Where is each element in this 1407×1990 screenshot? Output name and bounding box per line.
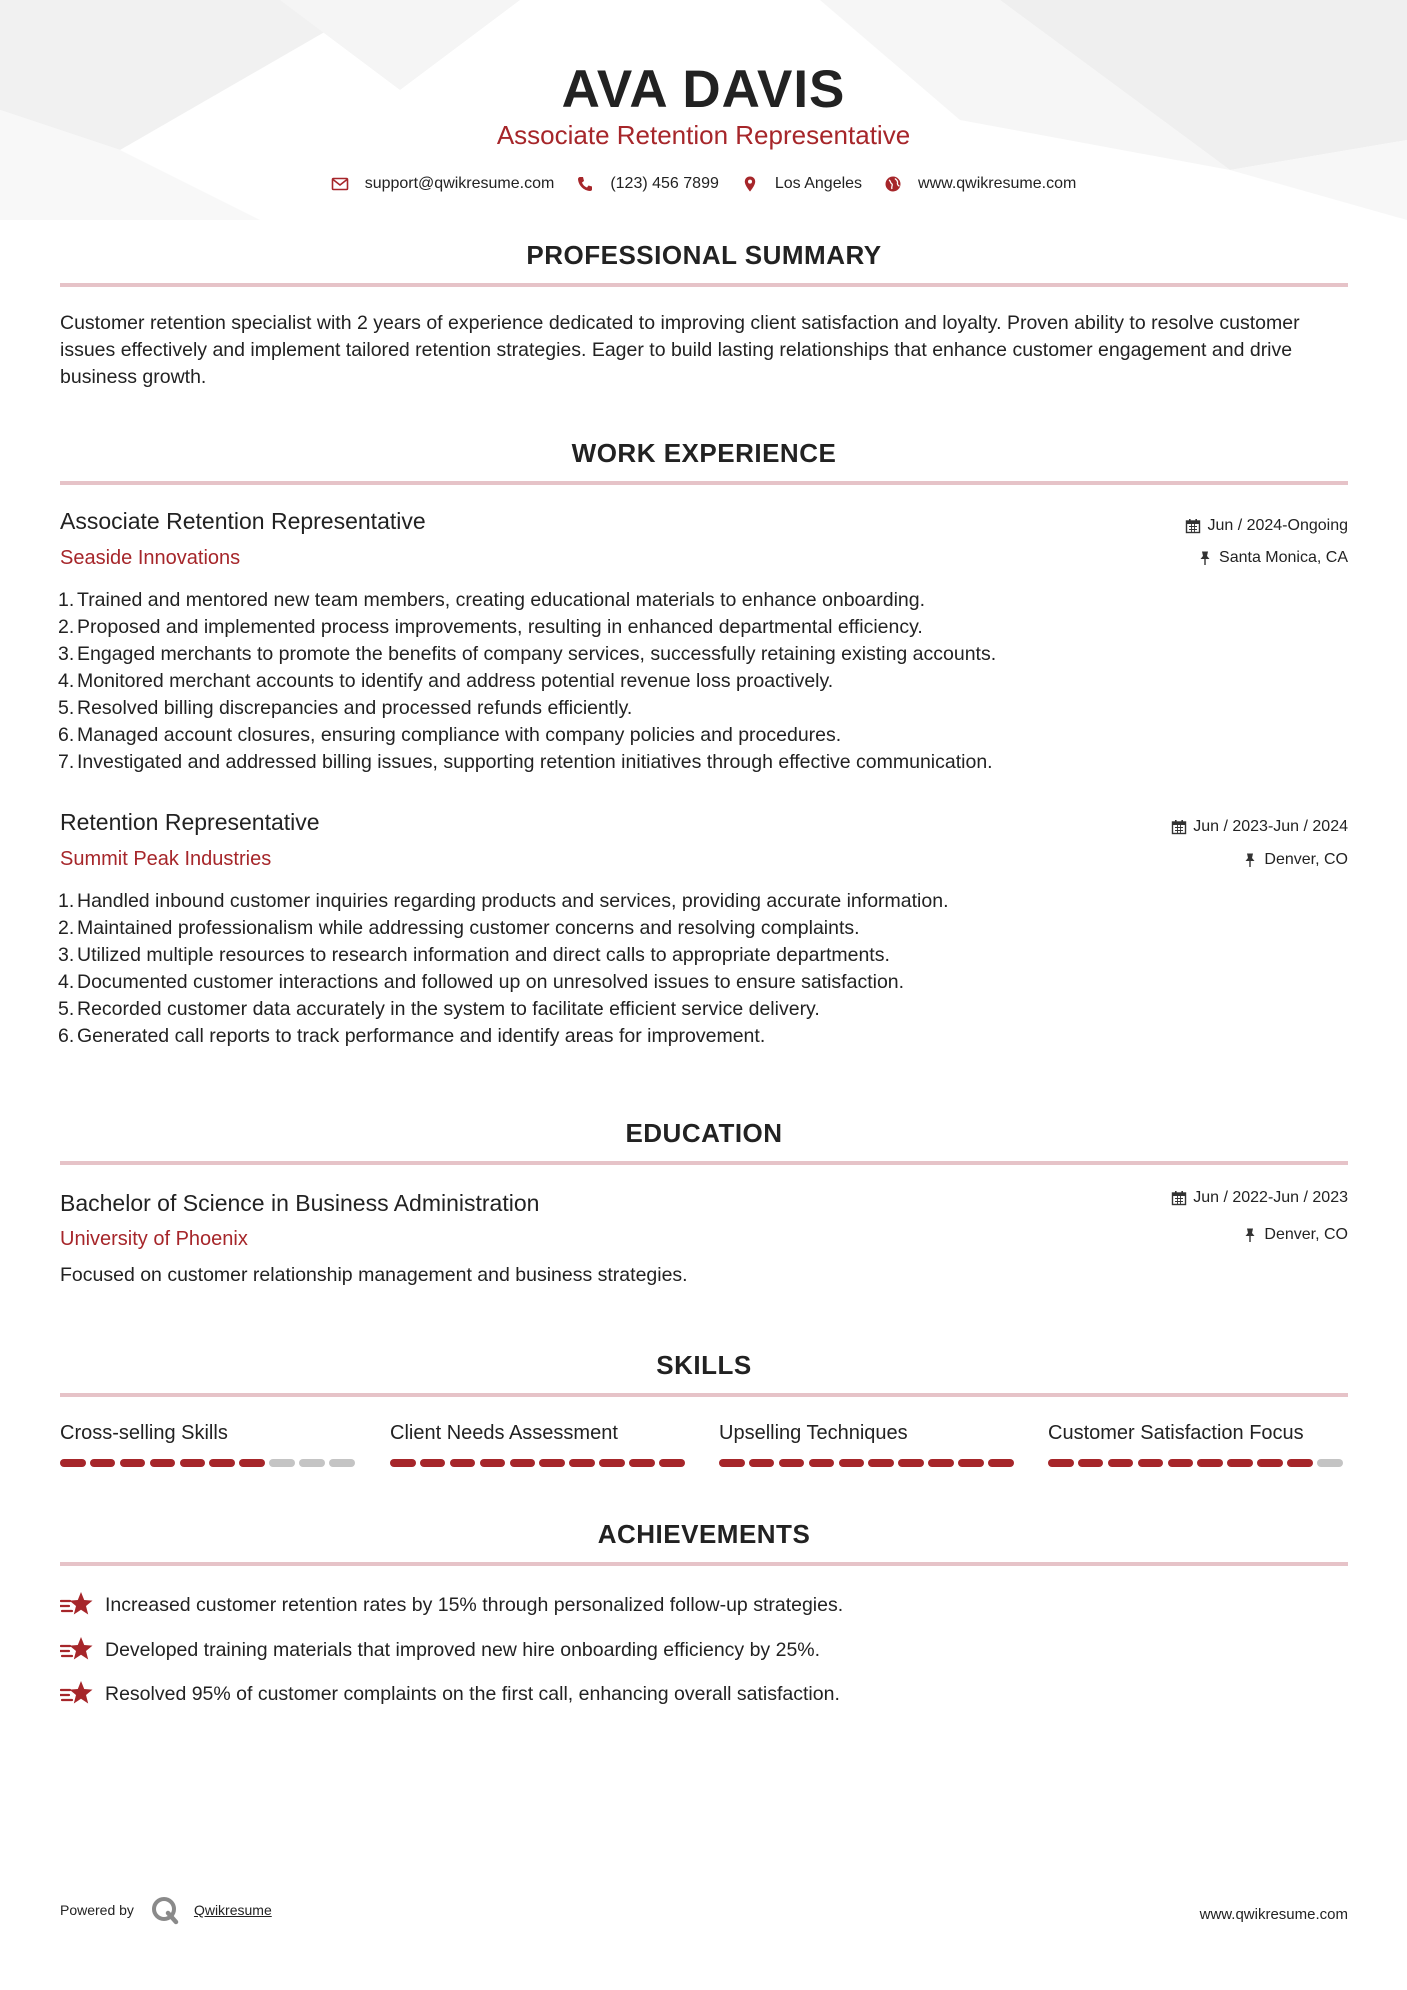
pushpin-icon	[1197, 550, 1213, 566]
skill-level-segment	[1257, 1459, 1283, 1467]
achievement-item: Resolved 95% of customer complaints on the first call, enhancing overall satisfaction.	[60, 1677, 840, 1711]
skill-level-segment	[1227, 1459, 1253, 1467]
list-item: 3. Engaged merchants to promote the benefits of company services, successfully retaining existing accounts.	[58, 643, 997, 665]
section-divider	[60, 1161, 1348, 1165]
skill-name: Cross-selling Skills	[60, 1422, 228, 1444]
contact-website[interactable]: www.qwikresume.com	[884, 175, 1076, 193]
skill-item	[719, 1419, 1019, 1467]
skill-level-segment	[809, 1459, 835, 1467]
list-item: 2. Proposed and implemented process improvements, resulting in enhanced departmental efficiency.	[58, 616, 923, 638]
envelope-icon	[331, 175, 349, 193]
job-dates: Jun / 2023-Jun / 2024	[1171, 816, 1348, 838]
job-location: Santa Monica, CA	[1197, 547, 1348, 569]
list-item: 4. Monitored merchant accounts to identify and address potential revenue loss proactively.	[58, 670, 834, 692]
skill-level-bar	[1048, 1459, 1348, 1467]
section-divider	[60, 1393, 1348, 1397]
skill-level-segment	[958, 1459, 984, 1467]
pushpin-icon	[1242, 1227, 1258, 1243]
skill-level-bar	[719, 1459, 1019, 1467]
company-name: Seaside Innovations	[60, 547, 241, 569]
qwikresume-logo-icon	[150, 1895, 180, 1925]
list-item: 7. Investigated and addressed billing issues, supporting retention initiatives through effective communication.	[58, 751, 993, 773]
achievement-item: Increased customer retention rates by 15% through personalized follow-up strategies.	[60, 1588, 843, 1622]
skill-name: Upselling Techniques	[719, 1422, 908, 1444]
skill-level-segment	[1108, 1459, 1134, 1467]
skill-level-segment	[898, 1459, 924, 1467]
shooting-star-icon	[60, 1679, 94, 1709]
globe-icon	[884, 175, 902, 193]
skill-level-bar	[390, 1459, 690, 1467]
skill-level-segment	[209, 1459, 235, 1467]
list-item: 2. Maintained professionalism while addressing customer concerns and resolving complaints.	[58, 917, 860, 939]
skill-level-segment	[1078, 1459, 1104, 1467]
skill-level-segment	[1287, 1459, 1313, 1467]
skill-item	[1048, 1419, 1348, 1467]
skill-level-segment	[1317, 1459, 1343, 1467]
skill-level-segment	[719, 1459, 745, 1467]
footer-website-link[interactable]: www.qwikresume.com	[1199, 1906, 1348, 1923]
skill-level-segment	[269, 1459, 295, 1467]
list-item: 5. Recorded customer data accurately in the system to facilitate efficient service delivery.	[58, 998, 820, 1020]
skill-level-segment	[1138, 1459, 1164, 1467]
section-heading-summary: PROFESSIONAL SUMMARY	[526, 240, 882, 270]
candidate-name: AVA DAVIS	[561, 60, 846, 119]
skill-level-segment	[928, 1459, 954, 1467]
section-heading-experience: WORK EXPERIENCE	[571, 438, 837, 468]
qwikresume-link[interactable]: Qwikresume	[193, 1902, 272, 1918]
list-item: 4. Documented customer interactions and followed up on unresolved issues to ensure satisfaction.	[58, 971, 905, 993]
skill-level-segment	[510, 1459, 536, 1467]
skill-level-segment	[569, 1459, 595, 1467]
map-pin-icon	[741, 175, 759, 193]
education-description: Focused on customer relationship management and business strategies.	[60, 1264, 688, 1286]
job-bullets	[58, 888, 1258, 1050]
section-divider	[60, 481, 1348, 485]
calendar-icon	[1185, 518, 1201, 534]
list-item: 3. Utilized multiple resources to research information and direct calls to appropriate departments.	[58, 944, 890, 966]
contact-location: Los Angeles	[741, 175, 862, 193]
skill-name: Client Needs Assessment	[390, 1422, 618, 1444]
skill-level-segment	[1048, 1459, 1074, 1467]
list-item: 1. Handled inbound customer inquiries regarding products and services, providing accurate information.	[58, 890, 949, 912]
footer-powered-by	[60, 1895, 272, 1925]
skill-level-segment	[599, 1459, 625, 1467]
job-bullets	[58, 587, 1258, 776]
section-heading-skills: SKILLS	[656, 1350, 752, 1380]
section-heading-achievements: ACHIEVEMENTS	[597, 1519, 811, 1549]
skill-level-segment	[120, 1459, 146, 1467]
contact-phone[interactable]: (123) 456 7899	[576, 175, 719, 193]
section-divider	[60, 1562, 1348, 1566]
achievement-item: Developed training materials that improved new hire onboarding efficiency by 25%.	[60, 1633, 820, 1667]
summary-text: Customer retention specialist with 2 years of experience dedicated to improving client satisfaction and loyalty. Proven ability to resolve customer issues effectively and implement tailored retention strategies. Eager to build lasting relationships that enhance customer engagement and drive business growth.	[60, 312, 1300, 388]
skill-level-segment	[480, 1459, 506, 1467]
skill-level-segment	[299, 1459, 325, 1467]
skill-level-segment	[659, 1459, 685, 1467]
skill-level-segment	[839, 1459, 865, 1467]
job-title: Retention Representative	[60, 809, 320, 835]
shooting-star-icon	[60, 1635, 94, 1665]
skill-level-segment	[239, 1459, 265, 1467]
skill-level-segment	[90, 1459, 116, 1467]
company-name: Summit Peak Industries	[60, 848, 272, 870]
skill-level-segment	[420, 1459, 446, 1467]
school-name: University of Phoenix	[60, 1228, 248, 1250]
education-location: Denver, CO	[1242, 1224, 1348, 1246]
skill-name: Customer Satisfaction Focus	[1048, 1422, 1304, 1444]
phone-icon	[576, 175, 594, 193]
skill-item	[390, 1419, 690, 1467]
skill-level-segment	[150, 1459, 176, 1467]
calendar-icon	[1171, 1190, 1187, 1206]
education-dates: Jun / 2022-Jun / 2023	[1171, 1187, 1348, 1209]
skill-level-bar	[60, 1459, 360, 1467]
section-divider	[60, 283, 1348, 287]
skill-level-segment	[450, 1459, 476, 1467]
skill-level-segment	[60, 1459, 86, 1467]
skill-level-segment	[329, 1459, 355, 1467]
candidate-title: Associate Retention Representative	[496, 120, 911, 150]
job-title: Associate Retention Representative	[60, 508, 426, 534]
job-location: Denver, CO	[1242, 849, 1348, 871]
powered-by-label: Powered by	[60, 1902, 134, 1918]
skill-level-segment	[1168, 1459, 1194, 1467]
degree-title: Bachelor of Science in Business Administration	[60, 1190, 540, 1216]
list-item: 5. Resolved billing discrepancies and processed refunds efficiently.	[58, 697, 633, 719]
skill-level-segment	[390, 1459, 416, 1467]
skill-level-segment	[1197, 1459, 1223, 1467]
skill-level-segment	[180, 1459, 206, 1467]
list-item: 6. Managed account closures, ensuring compliance with company policies and procedures.	[58, 724, 842, 746]
skill-level-segment	[868, 1459, 894, 1467]
list-item: 1. Trained and mentored new team members, creating educational materials to enhance onboarding.	[58, 589, 926, 611]
skill-level-segment	[749, 1459, 775, 1467]
section-heading-education: EDUCATION	[625, 1118, 783, 1148]
skill-level-segment	[539, 1459, 565, 1467]
skill-item	[60, 1419, 360, 1467]
job-dates: Jun / 2024-Ongoing	[1185, 515, 1348, 537]
calendar-icon	[1171, 819, 1187, 835]
contact-bar	[0, 172, 1407, 196]
pushpin-icon	[1242, 852, 1258, 868]
skill-level-segment	[629, 1459, 655, 1467]
contact-email[interactable]: support@qwikresume.com	[331, 175, 555, 193]
shooting-star-icon	[60, 1590, 94, 1620]
list-item: 6. Generated call reports to track performance and identify areas for improvement.	[58, 1025, 766, 1047]
skill-level-segment	[779, 1459, 805, 1467]
skill-level-segment	[988, 1459, 1014, 1467]
